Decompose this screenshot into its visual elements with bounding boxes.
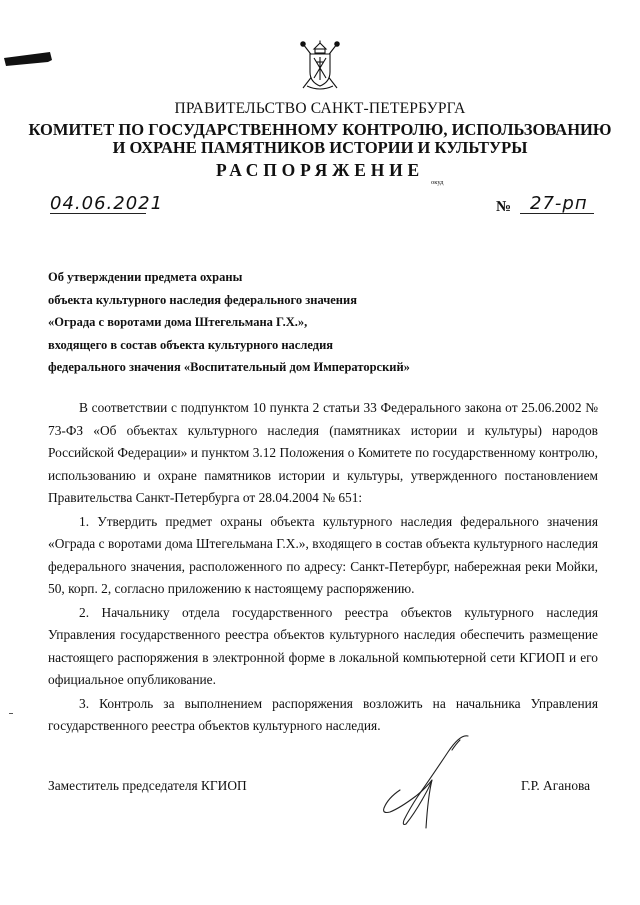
preamble-paragraph: В соответствии с подпунктом 10 пункта 2 статьи 33 Федерального закона от 25.06.2002 № 73-ФЗ «Об объектах культурного наследия (памятниках истории и культуры) народов Российской Федерации» и пунктом 3.12 Положения о Комитете по государственному контролю, использованию и охране памятников истории и культуры, утвержденного постановлением Правительства Санкт-Петербурга от 28.04.2004 № 651:	[48, 400, 598, 505]
coat-of-arms-icon	[299, 40, 341, 92]
okud-label: окуд	[431, 179, 444, 186]
committee-name	[0, 121, 640, 157]
item-2-paragraph: 2. Начальнику отдела государственного реестра объектов культурного наследия Управления государственного реестра объектов культурного наследия обеспечить размещение настоящего распоряжения в электронной форме в локальной компьютерной сети КГИОП и его официальное опубликование.	[48, 604, 598, 687]
document-body	[48, 397, 598, 738]
number-underline	[520, 213, 594, 214]
subject-line: Об утверждении предмета охраны	[48, 270, 243, 284]
committee-name-line1: КОМИТЕТ ПО ГОСУДАРСТВЕННОМУ КОНТРОЛЮ, ИСПОЛЬЗОВАНИЮ	[28, 120, 612, 139]
date-underline	[50, 213, 146, 214]
signer-position: Заместитель председателя КГИОП	[48, 778, 247, 793]
margin-mark	[9, 713, 13, 717]
number-label: №	[496, 199, 512, 215]
document-subject	[48, 266, 448, 379]
document-date: 04.06.2021	[50, 193, 164, 214]
subject-line: объекта культурного наследия федерального значения	[48, 292, 357, 307]
scan-mark	[4, 50, 54, 68]
subject-line: федерального значения «Воспитательный дом Императорский»	[48, 360, 410, 374]
document-type: РАСПОРЯЖЕНИЕ	[215, 160, 424, 180]
subject-line: «Ограда с воротами дома Штегельмана Г.Х.»,	[48, 315, 308, 329]
government-name: ПРАВИТЕЛЬСТВО САНКТ-ПЕТЕРБУРГА	[174, 100, 466, 117]
item-3-paragraph: 3. Контроль за выполнением распоряжения возложить на начальника Управления государственного реестра объектов культурного наследия.	[48, 695, 598, 733]
signature-image	[370, 730, 480, 830]
document-number: 27-рп	[530, 193, 588, 214]
item-1-paragraph: 1. Утвердить предмет охраны объекта культурного наследия федерального значения «Ограда с воротами дома Штегельмана Г.Х.», входящего в состав объекта культурного наследия федерального значения, расположенного по адресу: Санкт-Петербург, набережная реки Мойки, 50, корп. 2, согласно приложению к настоящему распоряжению.	[48, 513, 598, 596]
committee-name-line2: И ОХРАНЕ ПАМЯТНИКОВ ИСТОРИИ И КУЛЬТУРЫ	[112, 138, 528, 157]
signer-name: Г.Р. Аганова	[521, 778, 591, 793]
subject-line: входящего в состав объекта культурного наследия	[48, 337, 334, 352]
